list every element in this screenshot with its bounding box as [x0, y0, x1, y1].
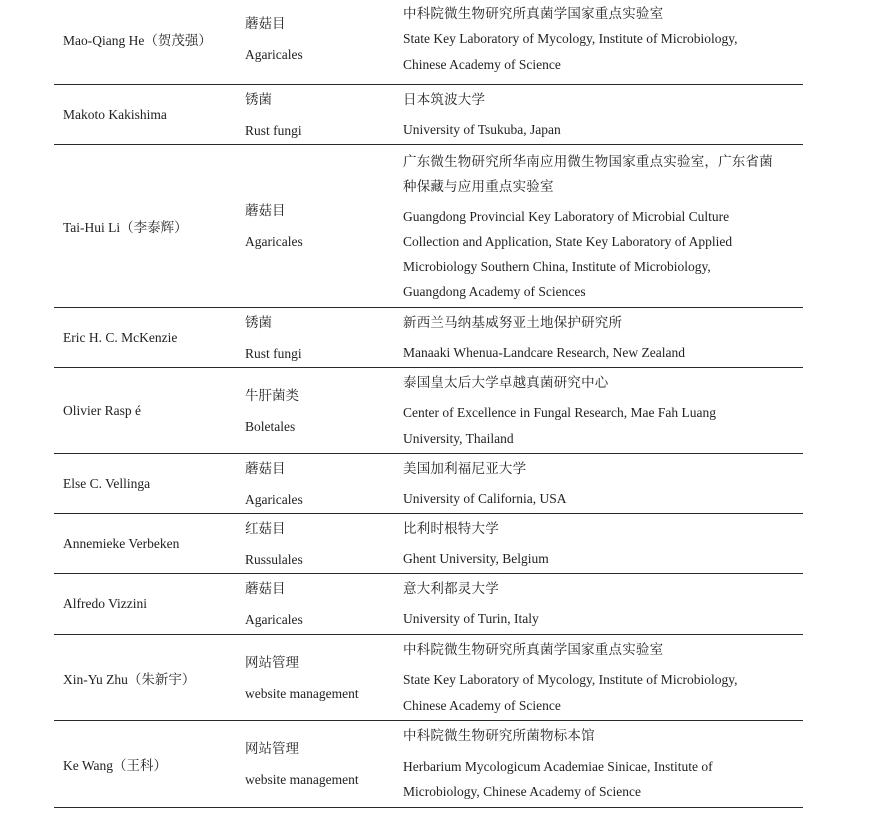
member-name: Else C. Vellinga	[63, 475, 151, 491]
institution: 美国加利福尼亚大学 University of California, USA	[403, 460, 567, 506]
table-row	[54, 145, 803, 308]
table-row	[54, 454, 803, 514]
member-name: Mao-Qiang He（贺茂强）	[63, 33, 212, 48]
member-name: Xin-Yu Zhu（朱新宇）	[63, 671, 196, 687]
taxon-group: 锈菌 Rust fungi	[245, 91, 302, 138]
institution: 新西兰马纳基威努亚土地保护研究所 Manaaki Whenua-Landcare Research, New Zealand	[403, 314, 685, 360]
institution: 中科院微生物研究所真菌学国家重点实验室 State Key Laboratory of Mycology, Institute of Microbiology, Chinese Academy of Science	[403, 641, 738, 713]
table-row	[54, 721, 803, 808]
institution: 中科院微生物研究所真菌学国家重点实验室 State Key Laboratory of Mycology, Institute of Microbiology, Chinese Academy of Science	[403, 5, 738, 72]
table-row	[54, 308, 803, 368]
table-row	[54, 574, 803, 635]
taxon-group: 蘑菇目 Agaricales	[245, 460, 303, 507]
member-name: Eric H. C. McKenzie	[63, 329, 178, 345]
institution: 比利时根特大学 Ghent University, Belgium	[403, 520, 549, 566]
institution: 泰国皇太后大学卓越真菌研究中心 Center of Excellence in Fungal Research, Mae Fah Luang University, Thailand	[403, 374, 717, 446]
taxon-group: 网站管理 website management	[245, 741, 359, 787]
member-name: Ke Wang（王科）	[63, 758, 168, 773]
table-row	[54, 85, 803, 145]
institution: 广东微生物研究所华南应用微生物国家重点实验室，广东省菌 种保藏与应用重点实验室 Guangdong Provincial Key Laboratory of Microbial Culture Collection and Application, State Key Laboratory of Applied Microbiology Southern China, Institute of Microbiology, Guangdong Academy of Sciences	[403, 153, 773, 299]
taxon-group: 蘑菇目 Agaricales	[245, 203, 303, 249]
member-name: Alfredo Vizzini	[63, 596, 148, 611]
member-name: Annemieke Verbeken	[63, 535, 180, 551]
taxon-group: 网站管理 website management	[245, 654, 359, 701]
table-row	[54, 635, 803, 721]
table-row	[54, 514, 803, 574]
members-table	[54, 0, 803, 808]
institution: 意大利都灵大学 University of Turin, Italy	[403, 581, 539, 626]
table-row	[54, 0, 803, 85]
member-name: Makoto Kakishima	[63, 106, 167, 122]
taxon-group: 蘑菇目 Agaricales	[245, 16, 303, 62]
institution: 日本筑波大学 University of Tsukuba, Japan	[403, 91, 561, 137]
table-row	[54, 368, 803, 454]
taxon-group: 蘑菇目 Agaricales	[245, 581, 303, 627]
member-name: Tai-Hui Li（李泰辉）	[63, 220, 188, 235]
member-name: Olivier Rasp é	[63, 402, 141, 418]
taxon-group: 锈菌 Rust fungi	[245, 314, 302, 361]
taxon-group: 红菇目 Russulales	[245, 520, 303, 567]
institution: 中科院微生物研究所菌物标本馆 Herbarium Mycologicum Academiae Sinicae, Institute of Microbiology, Chinese Academy of Science	[403, 728, 713, 800]
taxon-group: 牛肝菌类 Boletales	[245, 387, 299, 434]
